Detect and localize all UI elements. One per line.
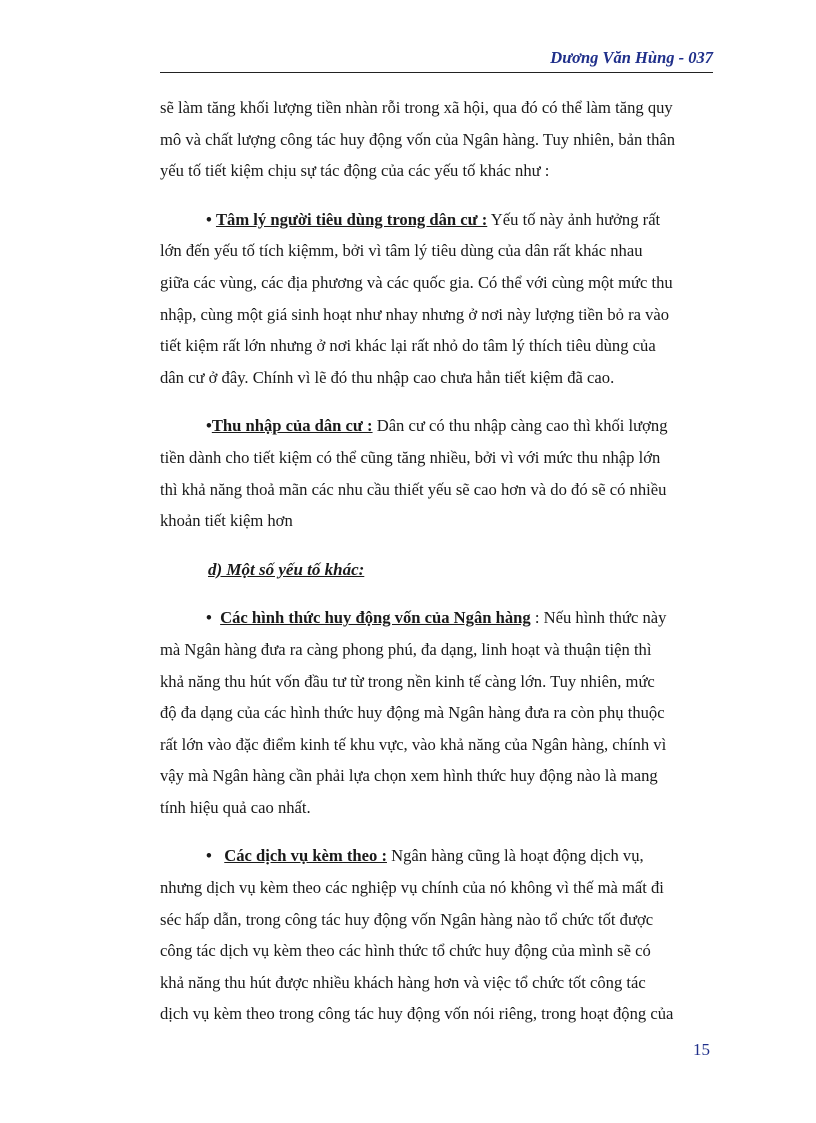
text-line: công tác dịch vụ kèm theo các hình thức tổ chức huy động của mình sẽ có xyxy=(160,941,651,961)
page-body xyxy=(160,92,713,1030)
section-heading-d xyxy=(160,554,713,586)
bullet-icon: • xyxy=(206,846,212,866)
text-line: nhưng dịch vụ kèm theo các nghiệp vụ chính của nó không vì thế mà mất đi xyxy=(160,878,664,898)
text-line: vậy mà Ngân hàng cần phải lựa chọn xem hình thức huy động nào là mang xyxy=(160,766,658,786)
bullet-title: Tâm lý người tiêu dùng trong dân cư : xyxy=(215,209,488,229)
text-line: mô và chất lượng công tác huy động vốn của Ngân hàng. Tuy nhiên, bản thân xyxy=(160,129,676,149)
bullet-text: Ngân hàng cũng là hoạt động dịch vụ, xyxy=(386,846,644,866)
text-line: sẽ làm tăng khối lượng tiền nhàn rỗi trong xã hội, qua đó có thể làm tăng quy xyxy=(160,98,673,117)
header-rule xyxy=(160,72,713,73)
text-line xyxy=(160,602,713,634)
text-line: tính hiệu quả cao nhất. xyxy=(160,797,311,817)
text-line: khả năng thu hút được nhiều khách hàng hơn và việc tổ chức tốt công tác xyxy=(160,972,646,992)
bullet-mobilization-forms xyxy=(160,602,713,823)
bullet-title: Thu nhập của dân cư : xyxy=(211,416,373,436)
bullet-income xyxy=(160,410,713,536)
text-line: khả năng thu hút vốn đầu tư từ trong nền kinh tế càng lớn. Tuy nhiên, mức xyxy=(160,671,655,691)
bullet-icon: • xyxy=(206,209,212,229)
bullet-title: Các dịch vụ kèm theo : xyxy=(224,846,387,866)
bullet-icon: • xyxy=(206,608,212,628)
page-number: 15 xyxy=(693,1040,710,1059)
text-line: dịch vụ kèm theo trong công tác huy động vốn nói riêng, trong hoạt động của xyxy=(160,1004,674,1024)
bullet-consumer-psychology xyxy=(160,204,713,394)
bullet-text: Yếu tố này ảnh hưởng rất xyxy=(487,209,661,229)
text-line: giữa các vùng, các địa phương và các quốc gia. Có thể với cùng một mức thu xyxy=(160,272,673,292)
text-line: yếu tố tiết kiệm chịu sự tác động của các yếu tố khác như : xyxy=(160,161,550,181)
text-line xyxy=(160,410,713,442)
text-line: dân cư ở đây. Chính vì lẽ đó thu nhập cao chưa hẳn tiết kiệm đã cao. xyxy=(160,367,615,387)
text-line: độ đa dạng của các hình thức huy động mà Ngân hàng đưa ra còn phụ thuộc xyxy=(160,703,665,723)
text-line: tiền dành cho tiết kiệm có thể cũng tăng nhiều, bởi vì với mức thu nhập lớn xyxy=(160,447,661,467)
text-line: séc hấp dẫn, trong công tác huy động vốn Ngân hàng nào tổ chức tốt được xyxy=(160,909,654,929)
page-header-author: Dương Văn Hùng - 037 xyxy=(550,48,713,67)
bullet-text: : Nếu hình thức này xyxy=(530,608,667,628)
text-line: nhập, cùng một giá sinh hoạt như nhay nhưng ở nơi này lượng tiền bỏ ra vào xyxy=(160,304,670,324)
bullet-accompanying-services xyxy=(160,840,713,1030)
bullet-icon: • xyxy=(206,416,212,436)
text-line: mà Ngân hàng đưa ra càng phong phú, đa dạng, linh hoạt và thuận tiện thì xyxy=(160,639,652,659)
bullet-text: Dân cư có thu nhập càng cao thì khối lượng xyxy=(372,416,668,436)
section-title: d) Một số yếu tố khác: xyxy=(208,559,365,579)
text-line: lớn đến yếu tố tích kiệmm, bởi vì tâm lý tiêu dùng của dân rất khác nhau xyxy=(160,241,643,261)
paragraph-intro xyxy=(160,92,713,187)
text-line: thì khả năng thoả mãn các nhu cầu thiết yếu sẽ cao hơn và do đó sẽ có nhiều xyxy=(160,479,667,499)
text-line xyxy=(160,204,713,236)
text-line: khoản tiết kiệm hơn xyxy=(160,511,293,531)
text-line: tiết kiệm rất lớn nhưng ở nơi khác lại rất nhỏ do tâm lý thích tiêu dùng của xyxy=(160,336,656,356)
text-line: rất lớn vào đặc điểm kinh tế khu vực, vào khả năng của Ngân hàng, chính vì xyxy=(160,734,667,754)
bullet-title: Các hình thức huy động vốn của Ngân hàng xyxy=(220,608,531,628)
text-line xyxy=(160,840,713,872)
